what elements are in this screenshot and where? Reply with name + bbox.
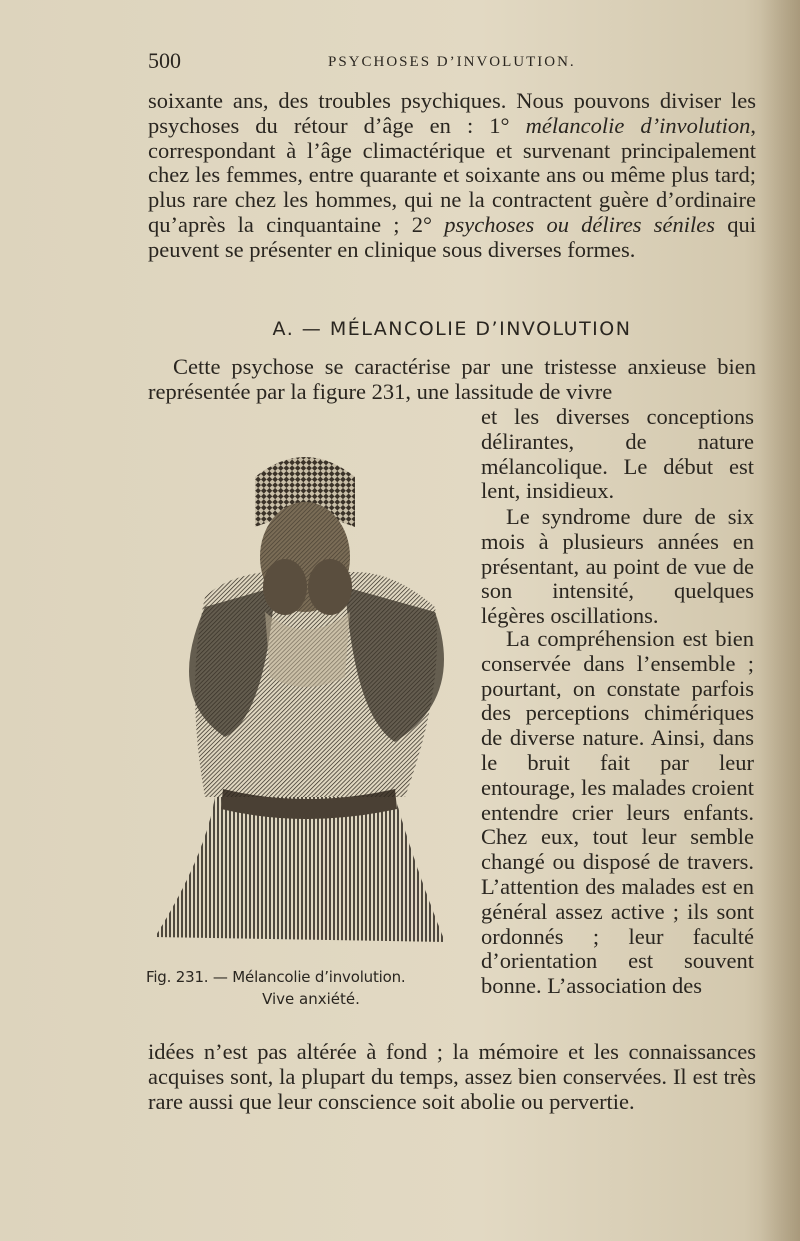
left-hand-shape: [263, 559, 307, 615]
page-edge-shadow: [760, 0, 800, 1241]
caption-title: Fig. 231. — Mélancolie d’involution.: [146, 968, 406, 986]
text-run: soixante ans, des troubles psychiques. Nous pouvons diviser les psychoses du rétour d’âge en : 1°: [148, 88, 756, 138]
italic-term: mélancolie d’involution: [525, 112, 751, 138]
paragraph-description: Cette psychose se caractérise par une tristesse anxieuse bien représentée par la figure 231, une lassitude de vivre: [148, 354, 756, 404]
page-header: [148, 48, 758, 78]
caption-subtitle: Vive anxiété.: [262, 990, 360, 1008]
text-run: qui peuvent se présenter en clinique sous diverses formes.: [148, 211, 756, 262]
running-head: PSYCHOSES D’INVOLUTION.: [328, 54, 576, 70]
paragraph-description-continued: et les diverses conceptions délirantes, de nature mélancolique. Le début est lent, insidieux.: [481, 404, 754, 504]
paragraph-comprehension: La compréhension est bien conservée dans l’ensemble ; pourtant, on constate parfois des perceptions chimériques de diverse nature. Ainsi, dans le bruit fait par leur entourage, les malades croient entendre crier leurs enfants. Chez eux, tout leur semble changé ou disposé de travers. L’attention des malades est en général assez active ; ils sont ordonnés ; leur faculté d’orientation est souvent bonne. L’association des: [481, 626, 754, 999]
page-number: 500: [148, 48, 181, 73]
paragraph-intro: [148, 89, 756, 263]
section-heading: A. — MÉLANCOLIE D’INVOLUTION: [272, 318, 632, 340]
paragraph-syndrome: Le syndrome dure de six mois à plusieurs années en présentant, au point de vue de son intensité, quelques légères oscillations.: [481, 504, 754, 629]
engraving-illustration: [145, 437, 465, 952]
italic-term: psychoses ou délires séniles: [444, 211, 716, 237]
text-run: , correspondant à l’âge climactérique et survenant principalement chez les femmes, entre quarante et soixante ans ou même plus tard; plus rare chez les hommes, qui ne la contractent guère d’ordinaire qu’après la cinquantaine ; 2°: [148, 112, 756, 237]
figure-caption: [146, 966, 476, 1010]
figure-engraving: [145, 437, 465, 952]
right-hand-shape: [308, 559, 352, 615]
paragraph-comprehension-continued: idées n’est pas altérée à fond ; la mémoire et les connaissances acquises sont, la plupart du temps, assez bien conservées. Il est très rare aussi que leur conscience soit abolie ou pervertie.: [148, 1039, 756, 1114]
